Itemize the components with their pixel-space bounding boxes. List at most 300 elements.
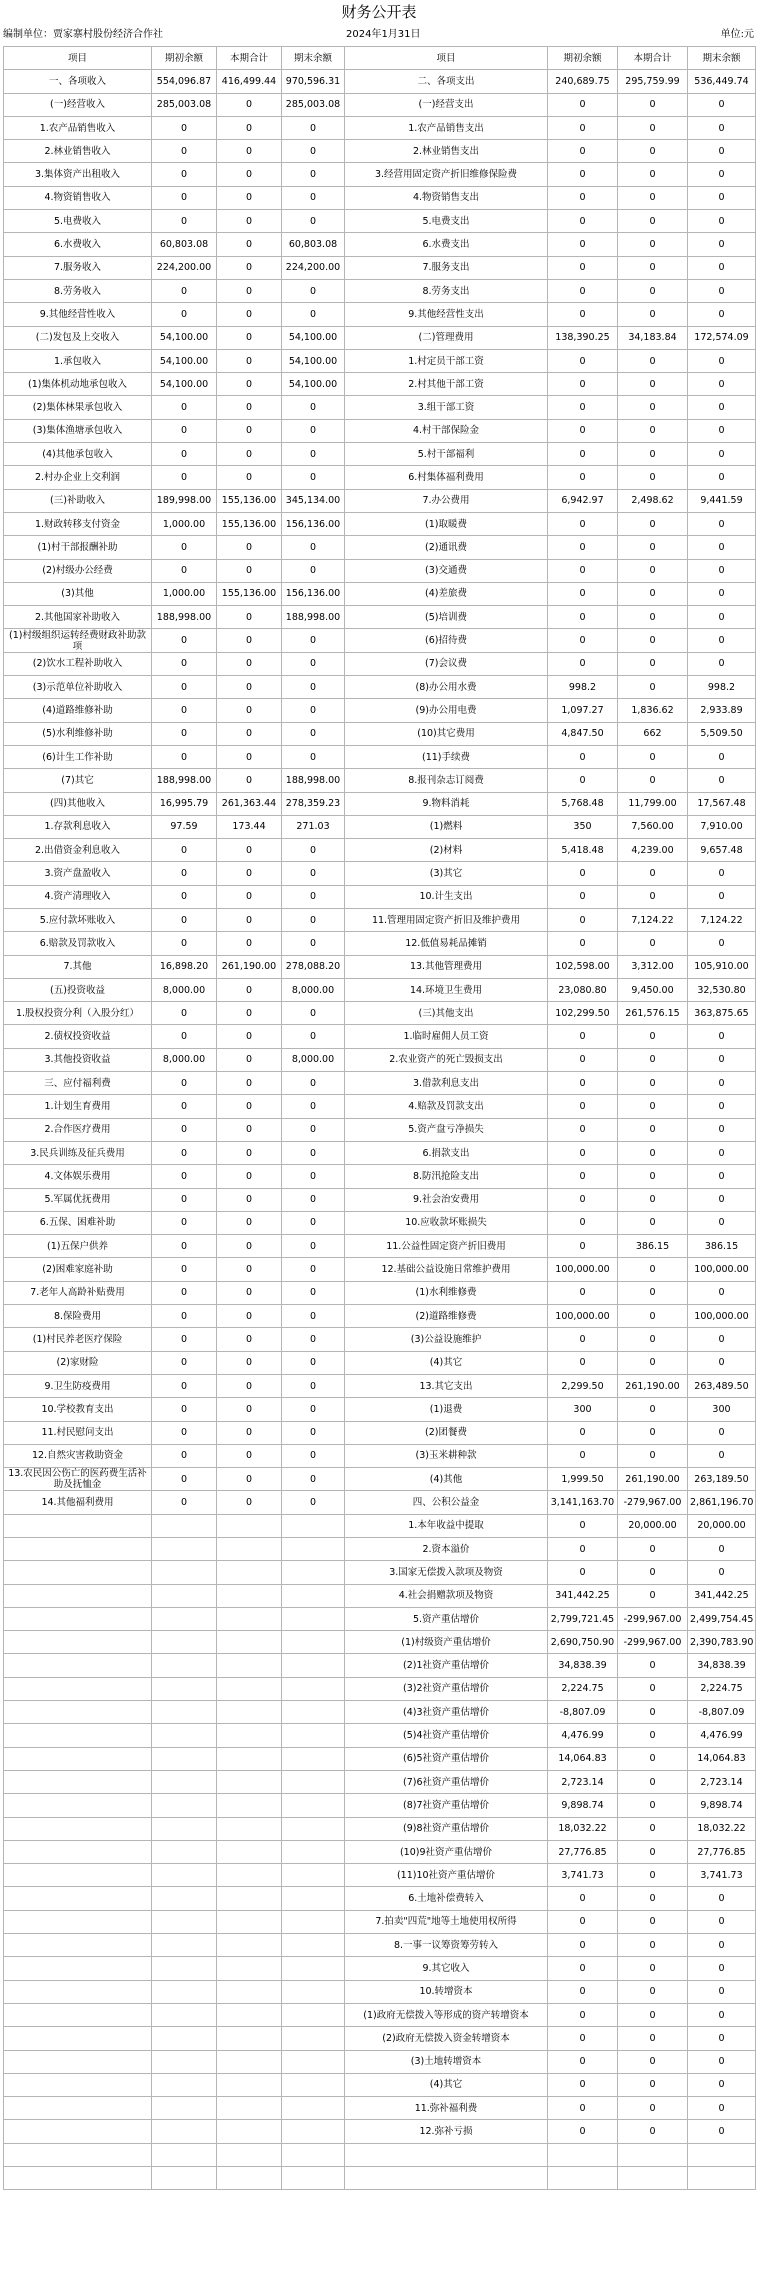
amount-cell: 0 xyxy=(618,1328,688,1351)
amount-cell: 1,000.00 xyxy=(152,582,217,605)
amount-cell xyxy=(217,1654,282,1677)
amount-cell: 0 xyxy=(282,1002,345,1025)
amount-cell: 0 xyxy=(217,606,282,629)
item-cell: 2.农业资产的死亡毁损支出 xyxy=(345,1048,548,1071)
amount-cell: 0 xyxy=(217,1095,282,1118)
table-row xyxy=(4,1211,756,1234)
amount-cell: 0 xyxy=(152,140,217,163)
amount-cell xyxy=(282,2097,345,2120)
amount-cell: 0 xyxy=(618,349,688,372)
amount-cell: 0 xyxy=(152,722,217,745)
item-cell: 9.其他经营性支出 xyxy=(345,303,548,326)
amount-cell xyxy=(152,1934,217,1957)
item-cell: (一)经营支出 xyxy=(345,93,548,116)
amount-cell: 1,097.27 xyxy=(548,699,618,722)
column-header: 期末余额 xyxy=(688,47,756,70)
amount-cell: 0 xyxy=(548,1025,618,1048)
table-row xyxy=(4,652,756,675)
amount-cell: 363,875.65 xyxy=(688,1002,756,1025)
item-cell xyxy=(4,1724,152,1747)
amount-cell: 0 xyxy=(282,745,345,768)
item-cell: 7.其他 xyxy=(4,955,152,978)
amount-cell: 0 xyxy=(282,676,345,699)
amount-cell: 0 xyxy=(217,652,282,675)
table-row xyxy=(4,769,756,792)
table-row xyxy=(4,606,756,629)
table-row xyxy=(4,512,756,535)
table-row xyxy=(4,699,756,722)
amount-cell: 0 xyxy=(152,1235,217,1258)
amount-cell: 0 xyxy=(548,1328,618,1351)
table-row xyxy=(4,1002,756,1025)
table-row xyxy=(4,1444,756,1467)
table-row xyxy=(4,1468,756,1491)
amount-cell: 0 xyxy=(618,2003,688,2026)
table-row xyxy=(4,1561,756,1584)
amount-cell: 0 xyxy=(282,140,345,163)
amount-cell xyxy=(217,1747,282,1770)
amount-cell: 0 xyxy=(282,1305,345,1328)
amount-cell: 0 xyxy=(688,233,756,256)
amount-cell: 2,723.14 xyxy=(548,1770,618,1793)
amount-cell: 0 xyxy=(688,1538,756,1561)
item-cell: 12.基础公益设施日常维护费用 xyxy=(345,1258,548,1281)
amount-cell: 0 xyxy=(152,443,217,466)
amount-cell: 278,088.20 xyxy=(282,955,345,978)
amount-cell: 0 xyxy=(548,93,618,116)
amount-cell: 0 xyxy=(688,1048,756,1071)
amount-cell: 0 xyxy=(217,466,282,489)
item-cell: 1.承包收入 xyxy=(4,349,152,372)
amount-cell: 0 xyxy=(688,1444,756,1467)
item-cell: (4)其他 xyxy=(345,1468,548,1491)
amount-cell: 0 xyxy=(282,908,345,931)
amount-cell: 0 xyxy=(688,769,756,792)
amount-cell: 9,450.00 xyxy=(618,978,688,1001)
table-row xyxy=(4,2073,756,2096)
amount-cell: 0 xyxy=(217,559,282,582)
amount-cell: 18,032.22 xyxy=(548,1817,618,1840)
item-cell: 5.资产重估增价 xyxy=(345,1607,548,1630)
amount-cell: 536,449.74 xyxy=(688,70,756,93)
amount-cell: 0 xyxy=(688,1281,756,1304)
table-row xyxy=(4,279,756,302)
amount-cell: 0 xyxy=(152,1141,217,1164)
amount-cell: 0 xyxy=(548,1934,618,1957)
item-cell: 2.出借资金利息收入 xyxy=(4,839,152,862)
amount-cell: 0 xyxy=(282,885,345,908)
amount-cell: 0 xyxy=(618,1840,688,1863)
amount-cell xyxy=(152,2097,217,2120)
amount-cell: 2,224.75 xyxy=(688,1677,756,1700)
amount-cell: 4,476.99 xyxy=(548,1724,618,1747)
amount-cell: 2,861,196.70 xyxy=(688,1491,756,1514)
amount-cell xyxy=(217,1957,282,1980)
amount-cell: 3,741.73 xyxy=(688,1864,756,1887)
amount-cell: 16,898.20 xyxy=(152,955,217,978)
amount-cell: 0 xyxy=(618,1561,688,1584)
amount-cell: 386.15 xyxy=(618,1235,688,1258)
item-cell xyxy=(4,2167,152,2190)
amount-cell xyxy=(688,2167,756,2190)
amount-cell: 0 xyxy=(282,1281,345,1304)
amount-cell: 0 xyxy=(688,419,756,442)
amount-cell: 0 xyxy=(618,1701,688,1724)
amount-cell: 0 xyxy=(548,2050,618,2073)
amount-cell: 0 xyxy=(282,629,345,652)
item-cell: (5)4社资产重估增价 xyxy=(345,1724,548,1747)
amount-cell: 11,799.00 xyxy=(618,792,688,815)
amount-cell xyxy=(618,2143,688,2166)
amount-cell: 0 xyxy=(688,1141,756,1164)
amount-cell: 0 xyxy=(688,1910,756,1933)
item-cell: (1)集体机动地承包收入 xyxy=(4,373,152,396)
amount-cell: 0 xyxy=(282,279,345,302)
item-cell: 1.股权投资分利（入股分红） xyxy=(4,1002,152,1025)
item-cell: 1.计划生育费用 xyxy=(4,1095,152,1118)
amount-cell: 0 xyxy=(282,932,345,955)
amount-cell: 0 xyxy=(548,769,618,792)
item-cell: (四)其他收入 xyxy=(4,792,152,815)
amount-cell: 0 xyxy=(618,233,688,256)
item-cell: 12.弥补亏损 xyxy=(345,2120,548,2143)
amount-cell: 0 xyxy=(217,1421,282,1444)
item-cell: 4.物资销售支出 xyxy=(345,186,548,209)
amount-cell xyxy=(282,1864,345,1887)
amount-cell: 0 xyxy=(618,1724,688,1747)
amount-cell: 0 xyxy=(618,419,688,442)
amount-cell: 34,183.84 xyxy=(618,326,688,349)
table-row xyxy=(4,1351,756,1374)
amount-cell xyxy=(152,1584,217,1607)
amount-cell: 0 xyxy=(688,582,756,605)
amount-cell: 0 xyxy=(217,163,282,186)
amount-cell xyxy=(282,1747,345,1770)
amount-cell: 0 xyxy=(618,2050,688,2073)
amount-cell: 0 xyxy=(152,1444,217,1467)
table-row xyxy=(4,2003,756,2026)
amount-cell: 0 xyxy=(282,210,345,233)
item-cell xyxy=(4,1840,152,1863)
amount-cell xyxy=(282,1701,345,1724)
amount-cell: 0 xyxy=(618,885,688,908)
amount-cell: 0 xyxy=(618,1095,688,1118)
amount-cell xyxy=(217,1677,282,1700)
amount-cell: 0 xyxy=(548,396,618,419)
amount-cell xyxy=(217,1794,282,1817)
amount-cell: 0 xyxy=(152,652,217,675)
item-cell xyxy=(4,1957,152,1980)
amount-cell: 4,476.99 xyxy=(688,1724,756,1747)
table-row xyxy=(4,1910,756,1933)
amount-cell xyxy=(282,1817,345,1840)
item-cell xyxy=(4,1654,152,1677)
item-cell: 12.自然灾害救助资金 xyxy=(4,1444,152,1467)
amount-cell: 0 xyxy=(688,1165,756,1188)
amount-cell: 0 xyxy=(688,443,756,466)
amount-cell: 0 xyxy=(217,1491,282,1514)
amount-cell xyxy=(217,1934,282,1957)
amount-cell: 0 xyxy=(618,466,688,489)
amount-cell: 8,000.00 xyxy=(152,978,217,1001)
amount-cell: 2,299.50 xyxy=(548,1374,618,1397)
item-cell: 7.服务支出 xyxy=(345,256,548,279)
amount-cell: 105,910.00 xyxy=(688,955,756,978)
amount-cell: 0 xyxy=(548,862,618,885)
amount-cell: 0 xyxy=(618,932,688,955)
amount-cell: 0 xyxy=(618,116,688,139)
item-cell: 7.办公费用 xyxy=(345,489,548,512)
amount-cell: 7,124.22 xyxy=(688,908,756,931)
amount-cell xyxy=(282,1957,345,1980)
amount-cell: 0 xyxy=(152,699,217,722)
amount-cell: 0 xyxy=(217,140,282,163)
amount-cell: 1,000.00 xyxy=(152,512,217,535)
amount-cell: 0 xyxy=(217,1398,282,1421)
amount-cell: 138,390.25 xyxy=(548,326,618,349)
item-cell: 6.五保、困难补助 xyxy=(4,1211,152,1234)
amount-cell: 0 xyxy=(618,1141,688,1164)
item-cell: (2)道路维修费 xyxy=(345,1305,548,1328)
table-row xyxy=(4,186,756,209)
amount-cell: 0 xyxy=(618,1398,688,1421)
amount-cell: 0 xyxy=(688,256,756,279)
amount-cell: 0 xyxy=(688,2097,756,2120)
item-cell: 5.电费支出 xyxy=(345,210,548,233)
table-row xyxy=(4,1305,756,1328)
amount-cell xyxy=(217,2003,282,2026)
table-row xyxy=(4,210,756,233)
amount-cell: 285,003.08 xyxy=(282,93,345,116)
amount-cell: 0 xyxy=(548,373,618,396)
amount-cell: 416,499.44 xyxy=(217,70,282,93)
amount-cell: 155,136.00 xyxy=(217,582,282,605)
item-cell: 4.社会捐赠款项及物资 xyxy=(345,1584,548,1607)
item-cell: 9.其它收入 xyxy=(345,1957,548,1980)
item-cell: (8)办公用水费 xyxy=(345,676,548,699)
amount-cell: 34,838.39 xyxy=(688,1654,756,1677)
amount-cell: 54,100.00 xyxy=(282,349,345,372)
amount-cell: 6,942.97 xyxy=(548,489,618,512)
amount-cell: 0 xyxy=(618,676,688,699)
item-cell: 14.环境卫生费用 xyxy=(345,978,548,1001)
item-cell: 2.林业销售收入 xyxy=(4,140,152,163)
amount-cell: 345,134.00 xyxy=(282,489,345,512)
amount-cell: 0 xyxy=(217,1305,282,1328)
amount-cell xyxy=(282,1654,345,1677)
amount-cell: 0 xyxy=(548,606,618,629)
amount-cell: 0 xyxy=(548,163,618,186)
table-row xyxy=(4,1584,756,1607)
amount-cell: 0 xyxy=(152,908,217,931)
amount-cell: 100,000.00 xyxy=(548,1258,618,1281)
amount-cell: 0 xyxy=(152,1281,217,1304)
amount-cell: 0 xyxy=(152,210,217,233)
item-cell: 二、各项支出 xyxy=(345,70,548,93)
amount-cell xyxy=(548,2167,618,2190)
amount-cell: 0 xyxy=(548,536,618,559)
item-cell: (1)取暖费 xyxy=(345,512,548,535)
item-cell: 5.电费收入 xyxy=(4,210,152,233)
amount-cell: 0 xyxy=(688,512,756,535)
amount-cell: 0 xyxy=(282,1141,345,1164)
table-row xyxy=(4,1421,756,1444)
table-row xyxy=(4,1328,756,1351)
amount-cell xyxy=(152,2167,217,2190)
amount-cell: 54,100.00 xyxy=(152,373,217,396)
table-row xyxy=(4,1025,756,1048)
item-cell: 12.低值易耗品摊销 xyxy=(345,932,548,955)
amount-cell xyxy=(152,1747,217,1770)
amount-cell: 0 xyxy=(688,932,756,955)
amount-cell: 261,190.00 xyxy=(618,1468,688,1491)
amount-cell: 0 xyxy=(217,326,282,349)
amount-cell xyxy=(217,1514,282,1537)
table-row xyxy=(4,373,756,396)
table-row xyxy=(4,1724,756,1747)
table-row xyxy=(4,722,756,745)
amount-cell: 0 xyxy=(548,1281,618,1304)
amount-cell: 0 xyxy=(282,1328,345,1351)
amount-cell: 0 xyxy=(217,885,282,908)
table-row xyxy=(4,676,756,699)
amount-cell: 341,442.25 xyxy=(688,1584,756,1607)
amount-cell: 0 xyxy=(152,303,217,326)
amount-cell xyxy=(217,2073,282,2096)
item-cell: 11.公益性固定资产折旧费用 xyxy=(345,1235,548,1258)
amount-cell: 0 xyxy=(217,1002,282,1025)
item-cell: 2.村办企业上交利润 xyxy=(4,466,152,489)
amount-cell: 0 xyxy=(152,1328,217,1351)
item-cell: 10.应收款坏账损失 xyxy=(345,1211,548,1234)
table-row xyxy=(4,1840,756,1863)
amount-cell: 1,836.62 xyxy=(618,699,688,722)
item-cell: 6.水费支出 xyxy=(345,233,548,256)
amount-cell xyxy=(282,1724,345,1747)
amount-cell xyxy=(282,2050,345,2073)
item-cell: (4)其它 xyxy=(345,2073,548,2096)
amount-cell: 0 xyxy=(688,1211,756,1234)
amount-cell: 0 xyxy=(618,1584,688,1607)
amount-cell: 0 xyxy=(548,629,618,652)
amount-cell xyxy=(282,2167,345,2190)
table-row xyxy=(4,1398,756,1421)
amount-cell xyxy=(217,2120,282,2143)
item-cell xyxy=(4,1538,152,1561)
item-cell: (一)经营收入 xyxy=(4,93,152,116)
table-row xyxy=(4,2143,756,2166)
amount-cell: 155,136.00 xyxy=(217,489,282,512)
table-row xyxy=(4,466,756,489)
amount-cell: 0 xyxy=(217,303,282,326)
amount-cell: 0 xyxy=(618,1770,688,1793)
table-row xyxy=(4,256,756,279)
amount-cell: 0 xyxy=(152,186,217,209)
amount-cell: 5,418.48 xyxy=(548,839,618,862)
amount-cell: 0 xyxy=(688,2120,756,2143)
amount-cell: 0 xyxy=(618,140,688,163)
amount-cell: 0 xyxy=(282,1444,345,1467)
amount-cell: 0 xyxy=(217,722,282,745)
amount-cell: 8,000.00 xyxy=(282,978,345,1001)
item-cell: 1.本年收益中提取 xyxy=(345,1514,548,1537)
amount-cell: 188,998.00 xyxy=(282,606,345,629)
item-cell xyxy=(4,1817,152,1840)
amount-cell: 0 xyxy=(282,1468,345,1491)
amount-cell: 0 xyxy=(152,1468,217,1491)
amount-cell: 0 xyxy=(217,1141,282,1164)
item-cell: (3)其他 xyxy=(4,582,152,605)
item-cell: (1)村民养老医疗保险 xyxy=(4,1328,152,1351)
amount-cell: 60,803.08 xyxy=(282,233,345,256)
table-row xyxy=(4,1258,756,1281)
amount-cell: 0 xyxy=(688,1025,756,1048)
table-row xyxy=(4,349,756,372)
amount-cell: 0 xyxy=(688,2050,756,2073)
table-row xyxy=(4,116,756,139)
amount-cell: 0 xyxy=(548,256,618,279)
amount-cell: 20,000.00 xyxy=(688,1514,756,1537)
item-cell: (8)7社资产重估增价 xyxy=(345,1794,548,1817)
amount-cell: 0 xyxy=(548,2097,618,2120)
amount-cell: 0 xyxy=(152,559,217,582)
table-row xyxy=(4,839,756,862)
amount-cell: 0 xyxy=(217,1235,282,1258)
currency-unit: 单位:元 xyxy=(720,29,754,40)
report-date: 2024年1月31日 xyxy=(346,29,421,40)
amount-cell: 0 xyxy=(548,1235,618,1258)
amount-cell: 261,576.15 xyxy=(618,1002,688,1025)
item-cell: (4)其他承包收入 xyxy=(4,443,152,466)
amount-cell: 0 xyxy=(217,769,282,792)
amount-cell: 14,064.83 xyxy=(548,1747,618,1770)
column-header: 项目 xyxy=(345,47,548,70)
amount-cell xyxy=(152,1794,217,1817)
amount-cell: 0 xyxy=(217,978,282,1001)
column-header: 期末余额 xyxy=(282,47,345,70)
amount-cell: 0 xyxy=(152,629,217,652)
item-cell: (9)办公用电费 xyxy=(345,699,548,722)
amount-cell: 295,759.99 xyxy=(618,70,688,93)
amount-cell: 0 xyxy=(548,419,618,442)
amount-cell: 0 xyxy=(152,163,217,186)
amount-cell: 0 xyxy=(152,536,217,559)
amount-cell: 7,560.00 xyxy=(618,815,688,838)
table-row xyxy=(4,1141,756,1164)
table-row xyxy=(4,233,756,256)
item-cell xyxy=(4,2143,152,2166)
item-cell xyxy=(4,1701,152,1724)
amount-cell: 102,598.00 xyxy=(548,955,618,978)
item-cell: (2)政府无偿拨入资金转增资本 xyxy=(345,2027,548,2050)
amount-cell: 16,995.79 xyxy=(152,792,217,815)
amount-cell: 0 xyxy=(618,536,688,559)
amount-cell: 0 xyxy=(152,1025,217,1048)
amount-cell: 0 xyxy=(688,93,756,116)
amount-cell: 0 xyxy=(152,932,217,955)
amount-cell: 0 xyxy=(688,629,756,652)
item-cell: 8.防汛抢险支出 xyxy=(345,1165,548,1188)
amount-cell: 0 xyxy=(217,1258,282,1281)
amount-cell: 0 xyxy=(548,1910,618,1933)
item-cell: 3.资产盘盈收入 xyxy=(4,862,152,885)
amount-cell: 9,657.48 xyxy=(688,839,756,862)
amount-cell: 8,000.00 xyxy=(282,1048,345,1071)
amount-cell xyxy=(217,1631,282,1654)
amount-cell xyxy=(282,2073,345,2096)
item-cell: 11.村民慰问支出 xyxy=(4,1421,152,1444)
item-cell: 5.村干部福利 xyxy=(345,443,548,466)
